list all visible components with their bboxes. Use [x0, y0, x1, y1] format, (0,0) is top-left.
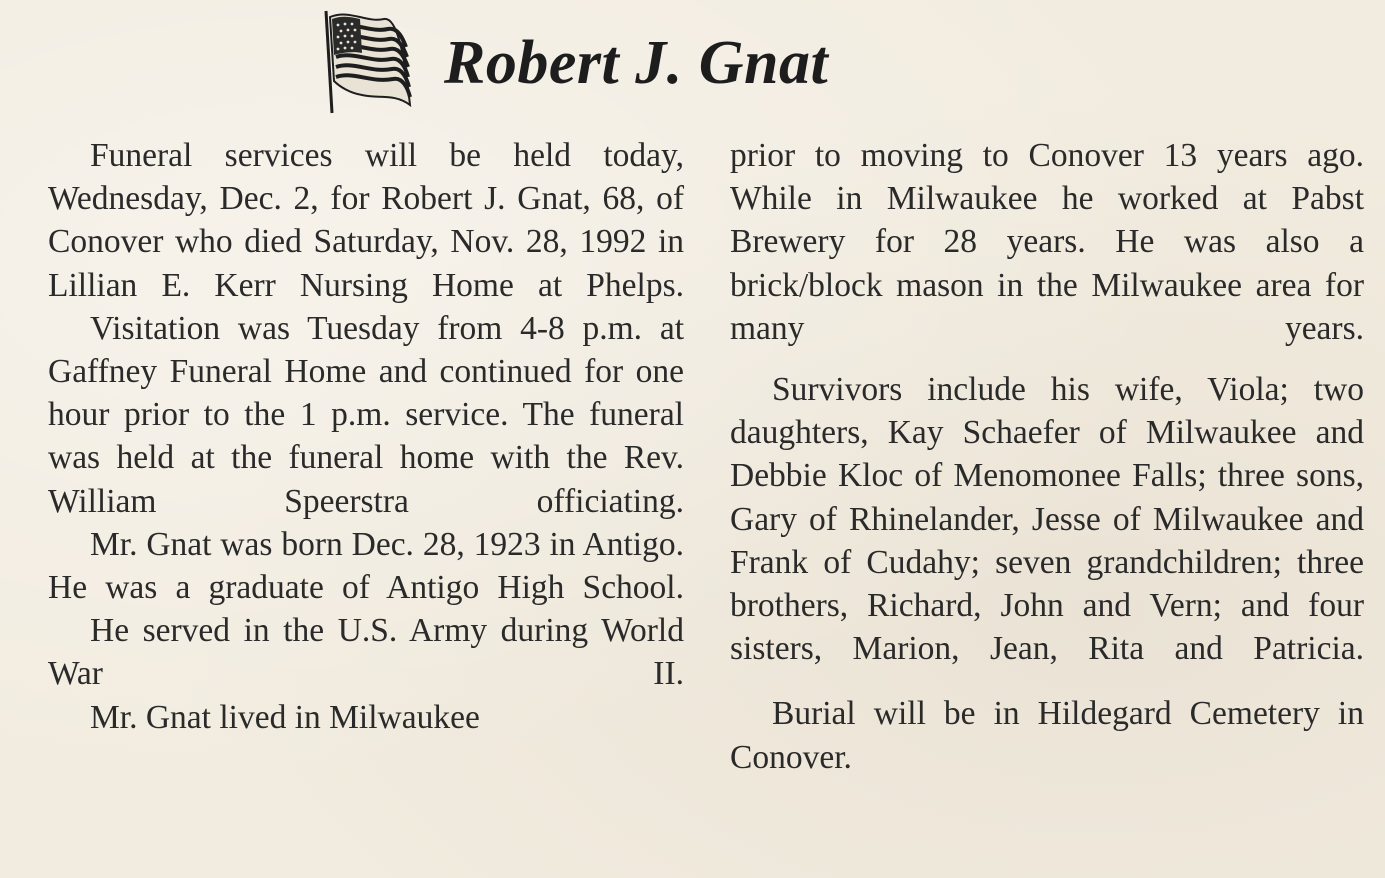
- left-column: [48, 134, 684, 739]
- paragraph-survivors: Survivors include his wife, Viola; two daughters, Kay Schaefer of Milwaukee and Debbie Kloc of Menomonee Falls; three sons, Gary of Rhinelander, Jesse of Milwaukee and Frank of Cudahy; seven grandchildren; three brothers, Richard, John and Vern; and four sisters, Marion, Jean, Rita and Patricia.: [730, 371, 1364, 668]
- paragraph-residence-continued: prior to moving to Conover 13 years ago. While in Milwaukee he worked at Pabst Brewery for 28 years. He was also a brick/block mason in the Milwaukee area for many years.: [730, 137, 1364, 347]
- paragraph-visitation: Visitation was Tuesday from 4-8 p.m. at Gaffney Funeral Home and continued for one hour prior to the 1 p.m. service. The funeral was held at the funeral home with the Rev. William Speerstra officiating.: [48, 309, 684, 520]
- right-column: [730, 134, 1364, 779]
- paragraph-birth: Mr. Gnat was born Dec. 28, 1923 in Antigo. He was a graduate of Antigo High School.: [48, 525, 684, 607]
- obituary-header: [322, 4, 828, 122]
- paragraph-residence-start: Mr. Gnat lived in Milwaukee: [90, 698, 480, 736]
- obituary-title: Robert J. Gnat: [444, 28, 829, 97]
- american-flag-icon: [322, 9, 414, 117]
- paragraph-burial: Burial will be in Hildegard Cemetery in Conover.: [730, 695, 1364, 776]
- paragraph-funeral-services: Funeral services will be held today, Wednesday, Dec. 2, for Robert J. Gnat, 68, of Conover who died Saturday, Nov. 28, 1992 in Lillian E. Kerr Nursing Home at Phelps.: [48, 137, 684, 304]
- paragraph-military-service: He served in the U.S. Army during World War II.: [48, 612, 684, 693]
